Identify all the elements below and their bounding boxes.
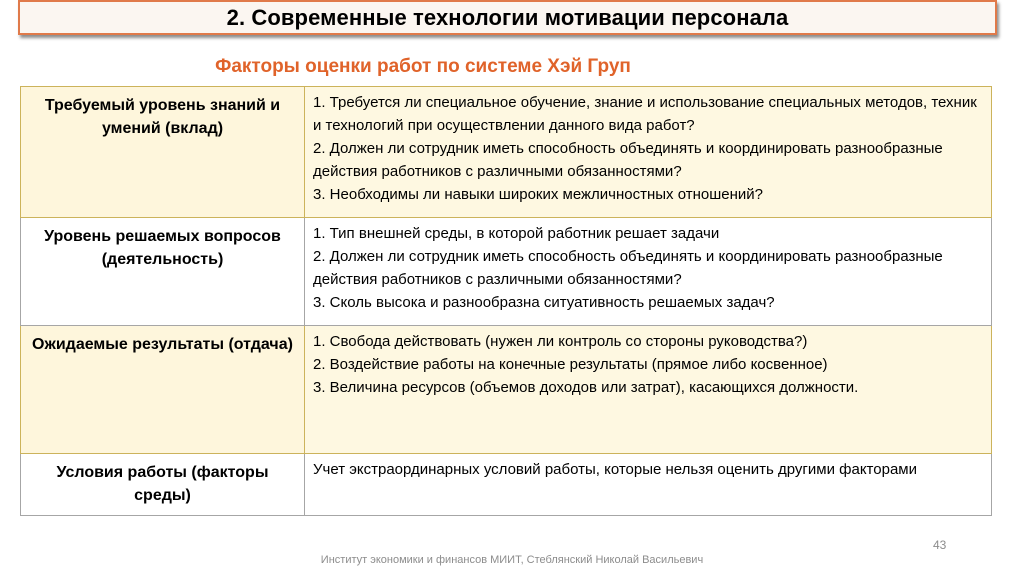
factor-cell: [21, 218, 305, 326]
factor-label: Условия работы (факторы среды): [56, 464, 269, 504]
question-line: Учет экстраординарных условий работы, которые нельзя оценить другими факторами: [313, 461, 917, 478]
question-line: 1. Требуется ли специальное обучение, знание и использование специальных методов, техник и технологий при осуществлении данного вида работ?: [313, 94, 977, 134]
factor-cell: [21, 326, 305, 454]
question-line: 3. Необходимы ли навыки широких межличностных отношений?: [313, 186, 763, 203]
factor-label: Уровень решаемых вопросов (деятельность): [44, 228, 281, 268]
factors-table: [20, 86, 992, 516]
factor-label: Ожидаемые результаты (отдача): [32, 336, 293, 353]
slide-subtitle: Факторы оценки работ по системе Хэй Груп: [215, 56, 631, 77]
factor-cell: [21, 87, 305, 218]
table-row-conditions: [21, 454, 992, 516]
question-line: 2. Должен ли сотрудник иметь способность объединять и координировать разнообразные действия работников с различными обязанностями?: [313, 248, 943, 288]
factor-label: Требуемый уровень знаний и умений (вклад): [44, 97, 281, 137]
table-row-knowledge: [21, 87, 992, 218]
questions-cell: [305, 87, 992, 218]
table-row-problems: [21, 218, 992, 326]
questions-cell: [305, 326, 992, 454]
question-line: 2. Должен ли сотрудник иметь способность объединять и координировать разнообразные действия работников с различными обязанностями?: [313, 140, 943, 180]
table-row-results: [21, 326, 992, 454]
question-line: 2. Воздействие работы на конечные результаты (прямое либо косвенное): [313, 356, 828, 373]
question-line: 3. Величина ресурсов (объемов доходов или затрат), касающихся должности.: [313, 379, 859, 396]
footer-text: Институт экономики и финансов МИИТ, Стеблянский Николай Васильевич: [320, 554, 704, 566]
question-line: 3. Сколь высока и разнообразна ситуативность решаемых задач?: [313, 294, 775, 311]
page-number: 43: [933, 538, 947, 552]
questions-cell: [305, 454, 992, 516]
slide-title-box: [18, 0, 997, 35]
factor-cell: [21, 454, 305, 516]
questions-cell: [305, 218, 992, 326]
question-line: 1. Тип внешней среды, в которой работник решает задачи: [313, 225, 720, 242]
question-line: 1. Свобода действовать (нужен ли контроль со стороны руководства?): [313, 333, 808, 350]
slide-title: 2. Современные технологии мотивации персонала: [226, 4, 789, 30]
